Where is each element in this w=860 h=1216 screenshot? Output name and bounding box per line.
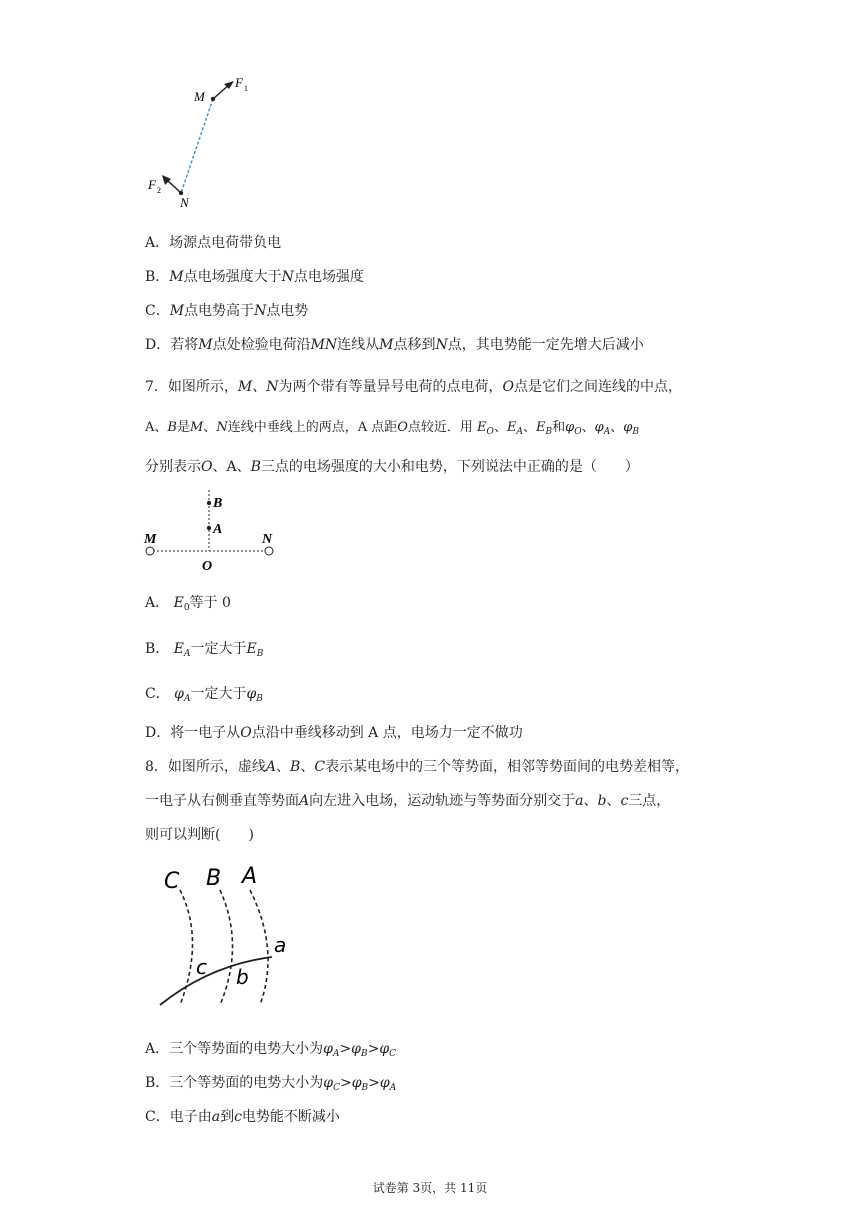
var-a-lower: a: [575, 793, 584, 809]
option-letter: C．: [145, 686, 170, 702]
label-c-point: c: [196, 955, 207, 979]
var-c-lower: c: [620, 793, 629, 809]
subscript: B: [256, 649, 264, 659]
label-n: N: [262, 532, 273, 547]
var-m: M: [169, 303, 185, 319]
subscript: O: [574, 427, 582, 437]
q7-text: 、: [252, 379, 267, 395]
var-phi: φ: [246, 686, 257, 702]
q7-text: 、: [493, 420, 507, 435]
var-m: M: [237, 379, 253, 395]
q7-text: 是: [176, 420, 190, 435]
option-text: 点处检验电荷沿: [212, 337, 311, 353]
option-text: 若将: [170, 337, 199, 353]
subscript: B: [545, 427, 553, 437]
option-text: 点，其电势能一定先增大后减小: [447, 337, 644, 353]
var-phi: φ: [623, 420, 633, 435]
q7-line-1: [145, 376, 682, 396]
option-text: 将一电子从: [170, 725, 241, 741]
subscript: B: [360, 1049, 368, 1059]
label-f1: F: [235, 75, 243, 90]
gt-sign: >: [340, 1075, 352, 1091]
q7-text: 、: [154, 420, 168, 435]
q8-text: 8．如图所示，虚线: [145, 759, 266, 775]
label-f2: F: [148, 177, 156, 192]
q8-text: 、: [606, 793, 621, 809]
q7-option-a[interactable]: [145, 592, 231, 613]
q6-option-b[interactable]: [145, 266, 364, 286]
var-o: O: [240, 725, 252, 741]
option-letter: A．: [145, 1041, 170, 1057]
q7-text: 、: [581, 420, 595, 435]
q6-option-c[interactable]: [145, 300, 308, 320]
subscript: A: [603, 427, 611, 437]
var-o: O: [397, 420, 408, 435]
label-c-surface: C: [164, 869, 180, 894]
var-m: M: [198, 337, 213, 353]
page-footer: 试卷第 3页，共 11页: [372, 1181, 488, 1195]
var-c-lower: c: [234, 1109, 242, 1125]
q7-text: 、: [212, 459, 227, 475]
subscript: C: [389, 1049, 397, 1059]
option-letter: A．: [145, 595, 170, 611]
q7-text: 、: [203, 420, 217, 435]
q7-option-d[interactable]: [145, 722, 523, 742]
var-phi: φ: [323, 1075, 334, 1091]
q7-text: 和: [552, 420, 566, 435]
option-text: 电子由: [169, 1109, 212, 1125]
option-letter: B．: [145, 641, 170, 657]
q7-text: 为两个带有等量异号电荷的点电荷，: [278, 379, 503, 395]
option-text: 一定大于: [190, 686, 247, 702]
option-letter: B．: [145, 1075, 170, 1091]
var-phi: φ: [594, 420, 604, 435]
subscript: B: [256, 694, 263, 704]
var-n: N: [281, 269, 294, 285]
var-phi: φ: [379, 1041, 390, 1057]
subscript: B: [632, 427, 639, 437]
q7-text: 、: [522, 420, 536, 435]
var-b-lower: b: [597, 793, 607, 809]
subscript: C: [333, 1083, 340, 1093]
q8-option-a[interactable]: [145, 1038, 396, 1059]
label-o: O: [202, 559, 213, 574]
label-a: A: [213, 522, 223, 537]
option-text: 到: [220, 1109, 235, 1125]
subscript: A: [516, 427, 523, 437]
label-b: B: [213, 496, 223, 511]
q6-option-a[interactable]: [145, 232, 281, 252]
var-n: N: [435, 337, 448, 353]
var-m: M: [379, 337, 394, 353]
var-b: B: [167, 420, 177, 435]
option-text: 点电场强度大于: [183, 269, 282, 285]
option-text: 电势能不断减小: [241, 1109, 340, 1125]
var-b: B: [250, 459, 261, 475]
var-phi: φ: [174, 686, 184, 702]
var-e: E: [506, 420, 517, 435]
q7-text: A: [226, 459, 237, 475]
q7-option-b[interactable]: [145, 638, 263, 659]
option-letter: D．: [145, 725, 171, 741]
var-mn: MN: [310, 337, 338, 353]
label-b-surface: B: [206, 866, 222, 891]
option-letter: B．: [145, 269, 170, 285]
var-o: O: [502, 379, 514, 395]
var-n: N: [216, 420, 228, 435]
label-m: M: [144, 532, 157, 547]
label-f2-sub: 2: [157, 186, 161, 195]
subscript: A: [183, 649, 191, 659]
q8-option-b[interactable]: [145, 1072, 396, 1093]
var-e: E: [477, 420, 487, 435]
option-letter: C．: [145, 1109, 170, 1125]
label-n: N: [180, 195, 189, 210]
option-letter: A．: [145, 235, 170, 251]
gt-sign: >: [339, 1041, 352, 1057]
option-text: 点电势: [266, 303, 309, 319]
option-text: 场源点电荷带负电: [169, 235, 282, 251]
var-phi: φ: [351, 1041, 361, 1057]
q8-text: 一电子从右侧垂直等势面: [145, 793, 299, 809]
var-e: E: [173, 595, 184, 611]
q8-line-2: [145, 790, 670, 810]
var-phi: φ: [565, 420, 575, 435]
subscript: 0: [183, 603, 190, 613]
q8-text: 、: [300, 759, 315, 775]
var-n: N: [266, 379, 279, 395]
q7-text: 、: [236, 459, 251, 475]
q7-text: 三点的电场强度的大小和电势，下列说法中正确的是（ ）: [260, 459, 639, 475]
option-text: 点移到: [393, 337, 436, 353]
var-m: M: [169, 269, 184, 285]
q7-text: A: [145, 420, 155, 435]
label-a-surface: A: [242, 864, 258, 889]
figure-equipotential: [150, 860, 300, 1015]
q8-line-3: 则可以判断( ): [145, 827, 254, 843]
label-f1-sub: 1: [244, 84, 248, 93]
label-a-point: a: [274, 933, 287, 957]
subscript: B: [361, 1083, 369, 1093]
var-e: E: [173, 641, 184, 657]
q8-line-1: [145, 756, 689, 776]
q8-option-c[interactable]: [145, 1106, 340, 1126]
var-b: B: [290, 759, 301, 775]
option-text: 点电势高于: [184, 303, 255, 319]
q7-option-c[interactable]: [145, 683, 263, 704]
var-n: N: [254, 303, 267, 319]
option-text: 点沿中垂线移动到 A 点，电场力一定不做功: [251, 725, 523, 741]
q7-text: 、: [610, 420, 624, 435]
option-text: 连线从: [337, 337, 380, 353]
option-text: 点电场强度: [293, 269, 364, 285]
var-a-lower: a: [211, 1109, 221, 1125]
q8-text: 、: [276, 759, 291, 775]
option-text: 三个等势面的电势大小为: [169, 1075, 324, 1091]
figure-dipole: [138, 484, 288, 574]
var-a: A: [265, 759, 277, 775]
option-letter: C．: [145, 303, 170, 319]
q8-text: 向左进入电场，运动轨迹与等势面分别交于: [309, 793, 576, 809]
option-letter: D．: [145, 337, 171, 353]
q8-text: 表示某电场中的三个等势面，相邻等势面间的电势差相等，: [325, 759, 690, 775]
var-m: M: [189, 420, 204, 435]
q7-text: 7．如图所示，: [145, 379, 238, 395]
figure-mn-forces: [140, 70, 260, 215]
var-a: A: [299, 793, 310, 809]
option-text: 等于 0: [189, 595, 231, 611]
option-text: 一定大于: [190, 641, 247, 657]
var-c: C: [314, 759, 326, 775]
q8-text: 、: [583, 793, 598, 809]
q7-line-3: [145, 456, 639, 476]
gt-sign: >: [368, 1075, 380, 1091]
var-e: E: [246, 641, 257, 657]
subscript: O: [486, 427, 494, 437]
option-text: 三个等势面的电势大小为: [169, 1041, 324, 1057]
q6-option-d[interactable]: [145, 334, 644, 354]
var-phi: φ: [351, 1075, 362, 1091]
q7-text: 点较近．用: [407, 420, 473, 435]
subscript: A: [389, 1083, 397, 1093]
q7-line-2: [145, 416, 639, 437]
gt-sign: >: [367, 1041, 380, 1057]
var-phi: φ: [323, 1041, 333, 1057]
q7-text: 分别表示: [145, 459, 201, 475]
var-e: E: [535, 420, 546, 435]
subscript: A: [332, 1049, 340, 1059]
label-m: M: [194, 89, 205, 104]
q8-text: 三点，: [628, 793, 671, 809]
var-phi: φ: [379, 1075, 390, 1091]
q7-text: 连线中垂线上的两点，A 点距: [227, 420, 398, 435]
q7-text: 点是它们之间连线的中点，: [514, 379, 682, 395]
subscript: A: [183, 694, 191, 704]
var-o: O: [201, 459, 213, 475]
label-b-point: b: [236, 965, 249, 989]
